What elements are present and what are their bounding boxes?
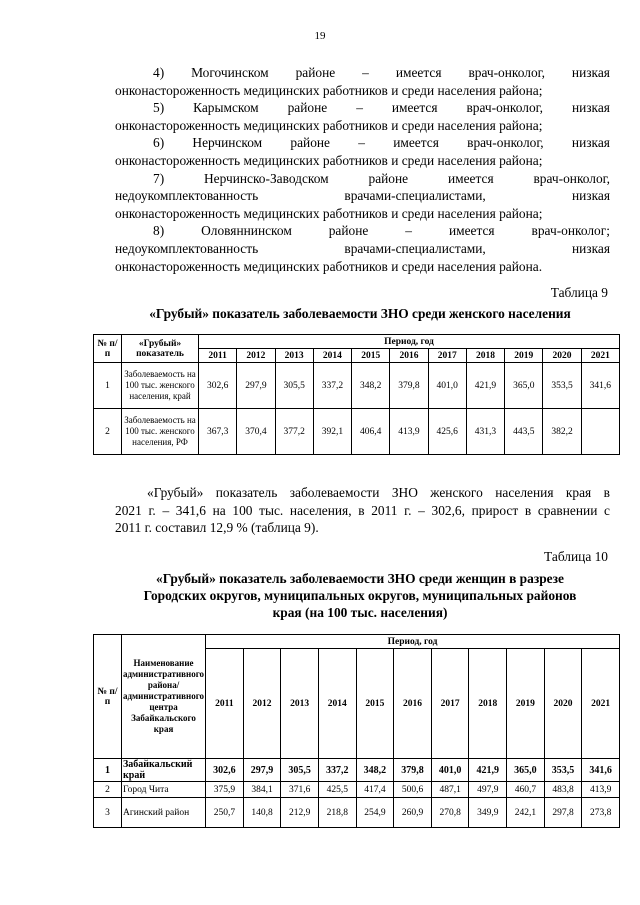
word: 7) xyxy=(153,170,165,186)
table9-year-header: 2020 xyxy=(543,349,581,363)
table-cell: 305,5 xyxy=(281,759,319,782)
table-cell: 401,0 xyxy=(428,363,466,409)
summary-line xyxy=(115,502,610,520)
table-cell: 212,9 xyxy=(281,798,319,828)
table9 xyxy=(93,334,620,455)
table9-col-num: № п/п xyxy=(94,335,122,363)
page-number: 19 xyxy=(314,30,326,42)
word: – xyxy=(358,135,365,151)
table-cell: 425,5 xyxy=(318,782,356,798)
table10-year-header: 2015 xyxy=(356,649,394,759)
table-cell: 370,4 xyxy=(237,409,275,455)
paragraph-line xyxy=(115,99,610,117)
enumeration-paragraphs xyxy=(115,64,610,275)
word: онконастороженность медицинских работников и среди населения района; xyxy=(115,117,543,133)
table-cell: 379,8 xyxy=(390,363,428,409)
word: врач-онколог, xyxy=(466,100,543,116)
table-cell: 483,8 xyxy=(544,782,582,798)
word: врач-онколог; xyxy=(531,223,610,239)
table9-year-header: 2017 xyxy=(428,349,466,363)
word: 100 xyxy=(232,502,253,518)
table-cell: 273,8 xyxy=(582,798,620,828)
row-name: Забайкальский край xyxy=(122,759,206,782)
table-cell: 375,9 xyxy=(206,782,244,798)
table-cell: 260,9 xyxy=(394,798,432,828)
table10-year-header: 2019 xyxy=(507,649,545,759)
paragraph-line xyxy=(115,187,610,205)
table-cell: 348,2 xyxy=(356,759,394,782)
table10-year-header: 2016 xyxy=(394,649,432,759)
table-cell: 341,6 xyxy=(581,363,619,409)
table-cell: 401,0 xyxy=(431,759,469,782)
word: низкая xyxy=(571,240,610,256)
table-cell: 297,9 xyxy=(243,759,281,782)
word: ЗНО xyxy=(391,485,418,500)
word: населения xyxy=(495,485,554,500)
table-cell: 140,8 xyxy=(243,798,281,828)
word: – xyxy=(162,502,170,518)
table10-col-num: № п/п xyxy=(94,635,122,759)
word: – xyxy=(418,502,425,518)
row-number: 2 xyxy=(94,409,122,455)
word: низкая xyxy=(571,100,610,116)
word: 4) xyxy=(153,65,165,80)
table10-period: Период, год xyxy=(206,635,620,649)
table-cell: 377,2 xyxy=(275,409,313,455)
word: 302,6, xyxy=(431,502,465,518)
word: показатель xyxy=(215,485,278,500)
table-cell: 337,2 xyxy=(318,759,356,782)
table-cell: 297,9 xyxy=(237,363,275,409)
table-cell: 341,6 xyxy=(582,759,620,782)
word: г. xyxy=(404,502,412,518)
word: – xyxy=(405,223,412,239)
word: – xyxy=(362,65,369,80)
summary-line xyxy=(115,484,610,502)
word: онконастороженность медицинских работников и среди населения района; xyxy=(115,152,543,168)
table-row xyxy=(94,409,620,455)
word: Нерчинском xyxy=(192,135,263,151)
word: 2011 г. составил 12,9 % (таблица 9). xyxy=(115,520,319,536)
row-number: 3 xyxy=(94,798,122,828)
table-cell: 365,0 xyxy=(507,759,545,782)
row-name: Город Чита xyxy=(122,782,206,798)
word: Нерчинско-Заводском xyxy=(204,170,329,186)
table10-year-header: 2021 xyxy=(582,649,620,759)
summary-paragraph xyxy=(115,484,610,537)
word: заболеваемости xyxy=(289,485,380,500)
table9-year-header: 2018 xyxy=(466,349,504,363)
word: с xyxy=(604,502,610,518)
table10-year-header: 2013 xyxy=(281,649,319,759)
table-row xyxy=(94,759,620,782)
table9-year-header: 2019 xyxy=(505,349,543,363)
table-cell: 392,1 xyxy=(313,409,351,455)
table-cell: 421,9 xyxy=(466,363,504,409)
word: 6) xyxy=(153,135,165,151)
table-cell: 302,6 xyxy=(199,363,237,409)
word: имеется xyxy=(393,135,439,151)
row-number: 1 xyxy=(94,363,122,409)
word: недоукомплектованность xyxy=(115,188,259,204)
table10-label: Таблица 10 xyxy=(544,549,608,564)
word: врач-онколог, xyxy=(467,135,544,151)
paragraph-line xyxy=(115,82,610,100)
table-cell: 443,5 xyxy=(505,409,543,455)
word: врачами-специалистами, xyxy=(344,240,486,256)
paragraph-line xyxy=(115,170,610,188)
word: на xyxy=(212,502,226,518)
title-line: «Грубый» показатель заболеваемости ЗНО среди женщин в разрезе xyxy=(156,571,564,586)
table-cell: 382,2 xyxy=(543,409,581,455)
word: районе xyxy=(290,135,331,151)
word: в xyxy=(358,502,365,518)
table10-year-header: 2020 xyxy=(544,649,582,759)
table-cell: 348,2 xyxy=(352,363,390,409)
word: онконастороженность медицинских работников и среди населения района; xyxy=(115,82,543,98)
table-row xyxy=(94,798,620,828)
word: в xyxy=(603,485,610,500)
word: женского xyxy=(430,485,483,500)
table9-period: Период, год xyxy=(199,335,620,349)
table-cell: 406,4 xyxy=(352,409,390,455)
table10-year-header: 2017 xyxy=(431,649,469,759)
table-cell: 413,9 xyxy=(390,409,428,455)
table-cell: 384,1 xyxy=(243,782,281,798)
word: тыс. xyxy=(259,502,284,518)
word: онконастороженность медицинских работников и среди населения района. xyxy=(115,258,543,274)
word: районе xyxy=(328,223,369,239)
table9-label: Таблица 9 xyxy=(550,285,608,300)
table10-title xyxy=(100,570,620,621)
table-cell: 353,5 xyxy=(543,363,581,409)
table-cell: 421,9 xyxy=(469,759,507,782)
word: имеется xyxy=(447,170,494,186)
table-cell: 365,0 xyxy=(505,363,543,409)
paragraph-line xyxy=(115,240,610,258)
table-cell: 497,9 xyxy=(469,782,507,798)
word: г. xyxy=(148,502,156,518)
table-cell: 218,8 xyxy=(318,798,356,828)
table-cell: 413,9 xyxy=(582,782,620,798)
table10-year-header: 2018 xyxy=(469,649,507,759)
word: низкая xyxy=(571,188,610,204)
paragraph-line xyxy=(115,64,610,82)
table-cell: 305,5 xyxy=(275,363,313,409)
table10-year-header: 2011 xyxy=(206,649,244,759)
table9-year-header: 2014 xyxy=(313,349,351,363)
word: врачами-специалистами, xyxy=(344,188,486,204)
row-number: 1 xyxy=(94,759,122,782)
table10 xyxy=(93,634,620,828)
table10-year-header: 2012 xyxy=(243,649,281,759)
word: районе xyxy=(295,65,336,80)
word: Могочинском xyxy=(191,65,269,80)
word: прирост xyxy=(471,502,519,518)
summary-line xyxy=(115,519,610,537)
table-row xyxy=(94,782,620,798)
table9-year-header: 2012 xyxy=(237,349,275,363)
table-row xyxy=(94,363,620,409)
row-indicator: Заболеваемость на 100 тыс. женского населения, край xyxy=(122,363,199,409)
table-cell: 297,8 xyxy=(544,798,582,828)
table-cell: 367,3 xyxy=(199,409,237,455)
table10-year-header: 2014 xyxy=(318,649,356,759)
table-cell: 250,7 xyxy=(206,798,244,828)
word: имеется xyxy=(448,223,495,239)
row-name: Агинский район xyxy=(122,798,206,828)
table9-year-header: 2013 xyxy=(275,349,313,363)
table-cell: 371,6 xyxy=(281,782,319,798)
table-cell: 500,6 xyxy=(394,782,432,798)
word: имеется xyxy=(395,65,442,80)
table9-col-indicator: «Грубый» показатель xyxy=(122,335,199,363)
paragraph-line xyxy=(115,205,610,223)
table-cell: 487,1 xyxy=(431,782,469,798)
row-indicator: Заболеваемость на 100 тыс. женского населения, РФ xyxy=(122,409,199,455)
table-cell: 270,8 xyxy=(431,798,469,828)
table-cell: 337,2 xyxy=(313,363,351,409)
word: края xyxy=(565,485,592,500)
word: районе xyxy=(287,100,328,116)
paragraph-line xyxy=(115,152,610,170)
word: 2021 xyxy=(115,502,142,518)
word: недоукомплектованность xyxy=(115,240,259,256)
table-cell: 425,6 xyxy=(428,409,466,455)
word: – xyxy=(356,100,363,116)
table9-year-header: 2011 xyxy=(199,349,237,363)
word: Оловяннинском xyxy=(201,223,292,239)
word: Карымском xyxy=(193,100,259,116)
table-cell: 353,5 xyxy=(544,759,582,782)
table-cell: 302,6 xyxy=(206,759,244,782)
row-number: 2 xyxy=(94,782,122,798)
word: низкая xyxy=(571,135,610,151)
table10-col-name: Наименование административного района/ административного центра Забайкальского края xyxy=(122,635,206,759)
table-cell: 417,4 xyxy=(356,782,394,798)
word: районе xyxy=(368,170,409,186)
table-cell: 349,9 xyxy=(469,798,507,828)
word: низкая xyxy=(571,65,610,80)
table-cell: 242,1 xyxy=(507,798,545,828)
title-line: края (на 100 тыс. населения) xyxy=(272,605,448,620)
word: 341,6 xyxy=(175,502,206,518)
table-cell: 379,8 xyxy=(394,759,432,782)
title-line: Городских округов, муниципальных округов, муниципальных районов xyxy=(143,588,577,603)
table-cell xyxy=(581,409,619,455)
word: населения, xyxy=(289,502,352,518)
paragraph-line xyxy=(115,117,610,135)
table9-title: «Грубый» показатель заболеваемости ЗНО среди женского населения xyxy=(149,306,571,321)
table-cell: 431,3 xyxy=(466,409,504,455)
paragraph-line xyxy=(115,134,610,152)
word: 2011 xyxy=(371,502,398,518)
word: имеется xyxy=(391,100,438,116)
word: в xyxy=(524,502,532,518)
word: 5) xyxy=(153,100,165,116)
word: «Грубый» xyxy=(147,485,204,500)
paragraph-line xyxy=(115,222,610,240)
table9-year-header: 2016 xyxy=(390,349,428,363)
word: врач-онколог, xyxy=(468,65,545,80)
table-cell: 254,9 xyxy=(356,798,394,828)
table-cell: 460,7 xyxy=(507,782,545,798)
word: 8) xyxy=(153,223,165,239)
word: врач-онколог, xyxy=(533,170,610,186)
word: онконастороженность медицинских работников и среди населения района; xyxy=(115,205,543,221)
table9-year-header: 2021 xyxy=(581,349,619,363)
table9-year-header: 2015 xyxy=(352,349,390,363)
paragraph-line xyxy=(115,258,610,276)
word: сравнении xyxy=(537,502,598,518)
